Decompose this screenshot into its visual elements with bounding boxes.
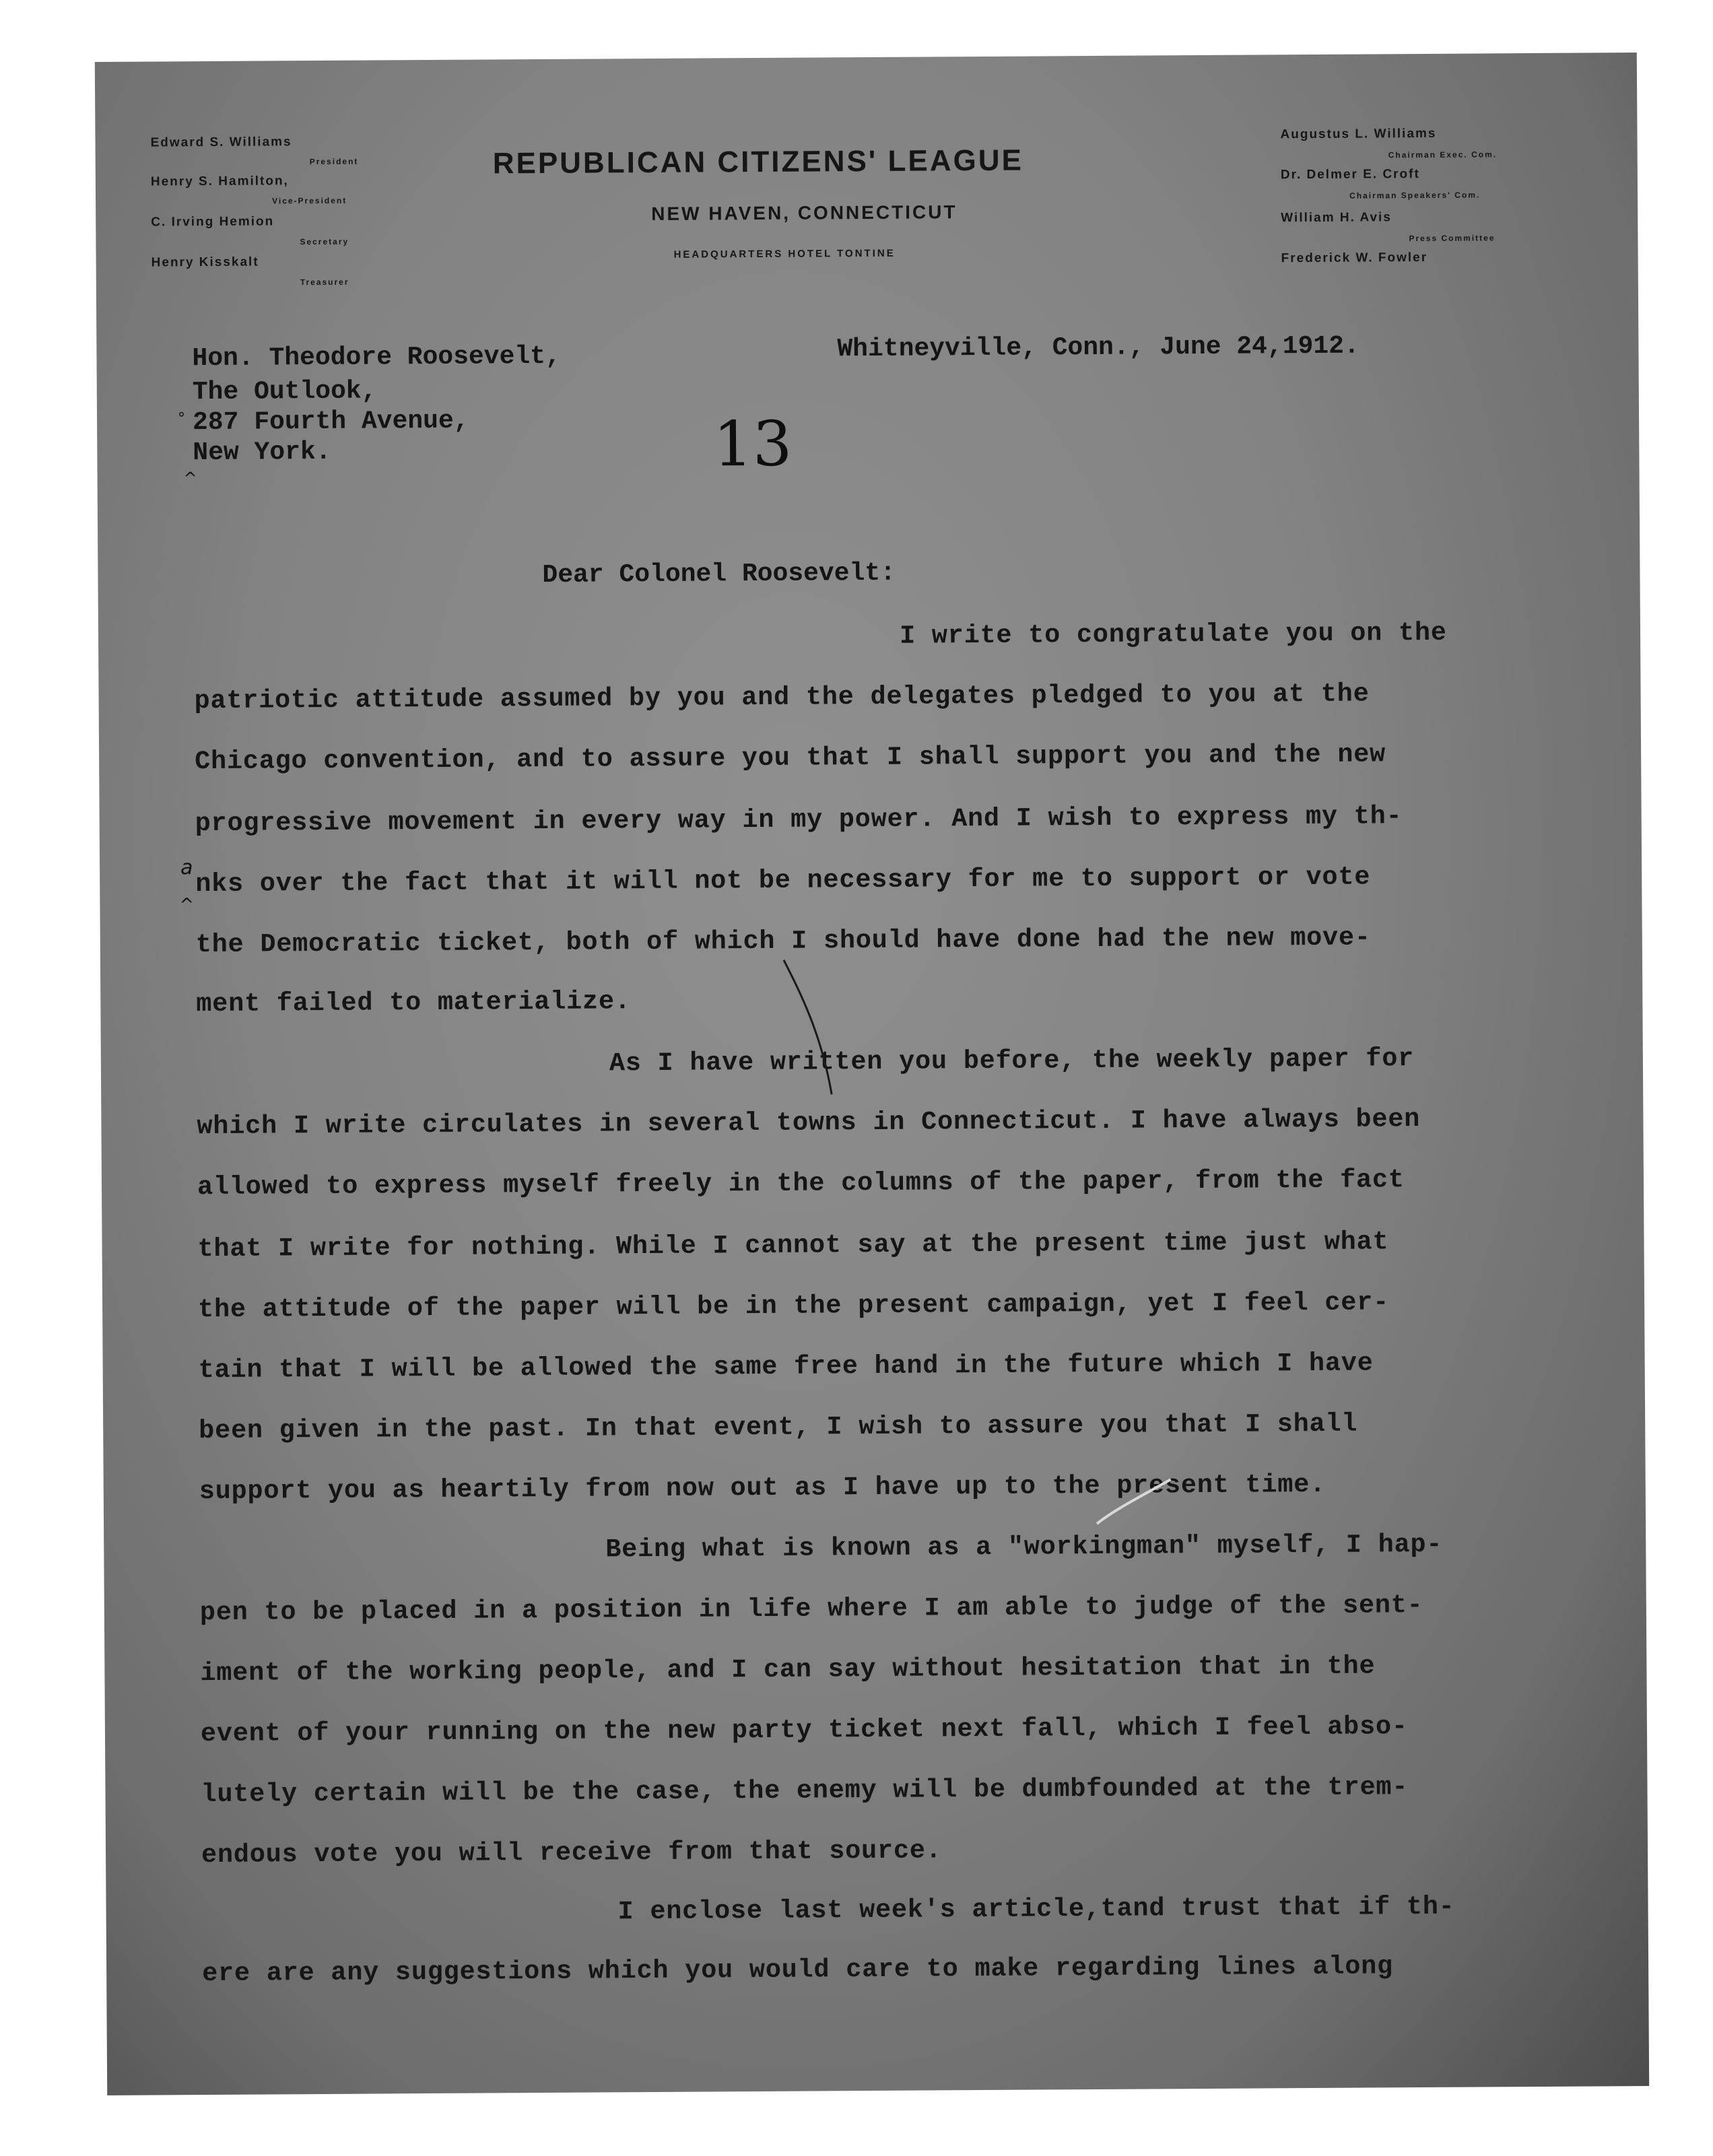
officer-role: President xyxy=(309,156,359,167)
pencil-mark-icon xyxy=(1094,1476,1174,1530)
officer-role: Press Committee xyxy=(1409,233,1496,244)
officer-name: Augustus L. Williams xyxy=(1280,126,1437,142)
body-line: patriotic attitude assumed by you and the delegates pledged to you at the xyxy=(194,679,1370,716)
body-line: event of your running on the new party ticket next fall, which I feel abso- xyxy=(200,1712,1408,1749)
officer-role: Vice-President xyxy=(272,195,347,206)
address-line: New York. xyxy=(193,437,331,468)
officer-role: Chairman Speakers' Com. xyxy=(1349,190,1481,201)
body-line: As I have written you before, the weekly paper for xyxy=(609,1044,1415,1079)
organization-title: REPUBLICAN CITIZENS' LEAGUE xyxy=(492,143,1024,180)
caret-mark-icon: ^ xyxy=(183,469,197,488)
body-line: I write to congratulate you on the xyxy=(899,617,1447,651)
salutation: Dear Colonel Roosevelt: xyxy=(542,558,896,590)
body-line: Chicago convention, and to assure you that I shall support you and the new xyxy=(195,739,1386,777)
officer-name: Frederick W. Fowler xyxy=(1281,250,1428,266)
body-line: lutely certain will be the case, the enemy will be dumbfounded at the trem- xyxy=(201,1772,1409,1810)
handwritten-insert: a xyxy=(180,856,193,880)
officer-role: Treasurer xyxy=(300,277,349,288)
body-line: which I write circulates in several towns in Connecticut. I have always been xyxy=(197,1104,1421,1142)
officer-name: Henry S. Hamilton, xyxy=(150,174,289,189)
caret-mark-icon: ° xyxy=(177,410,186,428)
officer-role: Secretary xyxy=(300,236,349,247)
body-line: the Democratic ticket, both of which I should have done had the new move- xyxy=(195,922,1371,960)
body-line: been given in the past. In that event, I wish to assure you that I shall xyxy=(199,1409,1358,1446)
pencil-mark-icon xyxy=(780,953,842,1102)
caret-mark-icon: ^ xyxy=(179,895,195,916)
officer-role: Chairman Exec. Com. xyxy=(1388,149,1498,160)
body-line: ere are any suggestions which you would care to make regarding lines along xyxy=(202,1951,1394,1989)
body-line: support you as heartily from now out as I have up to the present time. xyxy=(199,1469,1326,1507)
address-line: 287 Fourth Avenue, xyxy=(192,406,469,438)
body-line: iment of the working people, and I can say without hesitation that in the xyxy=(200,1651,1376,1689)
officer-name: C. Irving Hemion xyxy=(151,214,275,230)
body-line: ment failed to materialize. xyxy=(196,986,631,1019)
address-line: Hon. Theodore Roosevelt, xyxy=(192,341,561,374)
place-date: Whitneyville, Conn., June 24,1912. xyxy=(837,331,1359,364)
body-line: I enclose last week's article,tand trust that if th- xyxy=(617,1891,1455,1927)
officer-name: Henry Kisskalt xyxy=(151,255,259,270)
body-line: that I write for nothing. While I cannot say at the present time just what xyxy=(197,1227,1389,1265)
letter-sheet xyxy=(95,53,1649,2095)
organization-city: NEW HAVEN, CONNECTICUT xyxy=(651,201,958,224)
body-line: pen to be placed in a position in life where I am able to judge of the sent- xyxy=(199,1590,1423,1628)
organization-headquarters: HEADQUARTERS HOTEL TONTINE xyxy=(673,247,896,261)
body-line: the attitude of the paper will be in the present campaign, yet I feel cer- xyxy=(197,1287,1390,1325)
body-line: nks over the fact that it will not be necessary for me to support or vote xyxy=(195,862,1371,900)
body-line: progressive movement in every way in my power. And I wish to express my th- xyxy=(195,801,1403,839)
body-line: tain that I will be allowed the same free hand in the future which I have xyxy=(198,1348,1374,1386)
body-line: Being what is known as a "workingman" myself, I hap- xyxy=(605,1529,1443,1565)
officer-name: William H. Avis xyxy=(1281,210,1392,226)
officer-name: Dr. Delmer E. Croft xyxy=(1280,167,1420,182)
handwritten-page-number: 13 xyxy=(712,407,793,481)
body-line: endous vote you will receive from that source. xyxy=(201,1835,942,1871)
body-line: allowed to express myself freely in the columns of the paper, from the fact xyxy=(197,1165,1405,1203)
officer-name: Edward S. Williams xyxy=(150,135,292,150)
address-line: The Outlook, xyxy=(192,376,377,407)
